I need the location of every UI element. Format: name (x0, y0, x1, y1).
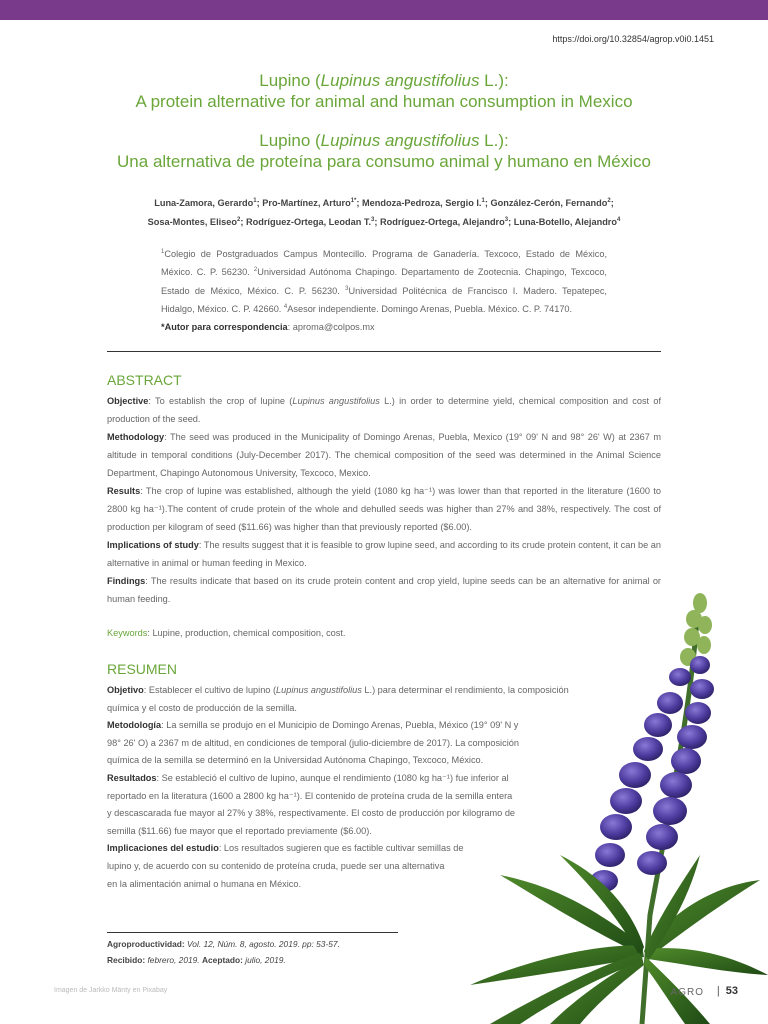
abstract-findings: Findings: The results indicate that based on its crude protein content and crop yield, lupine seeds can be an alternative for animal or human feeding. (107, 576, 661, 604)
correspondence: *Autor para correspondencia: aproma@colpos.mx (161, 322, 375, 332)
author: González-Cerón, Fernando (490, 198, 608, 209)
lupine-flower-illustration (430, 585, 768, 1024)
email-link[interactable]: aproma@colpos.mx (292, 322, 375, 332)
affiliations: $^1$Colegio de Postgraduados Campus Montecillo. Programa de Ganadería. Texcoco, Estado de México, México. C. P. 56230. $^2$Universidad Autónoma Chapingo. Departamento de Zootecnia. Chapingo, Texcoco, Estado de México, México. C. P. 56230. $^3$Universidad Politécnica de Francisco I. Madero. Tepatepec, Hidalgo, México. C. P. 42660. $^4$Asesor independiente. Domingo Arenas, Puebla. México. C. P. 74170. (161, 249, 607, 314)
author: Pro-Martínez, Arturo (262, 198, 351, 209)
resumen-heading: RESUMEN (107, 661, 178, 677)
doi-link[interactable]: https://doi.org/10.32854/agrop.v0i0.1451 (552, 34, 714, 44)
abstract-objective: Objective: To establish the crop of lupine (Lupinus angustifolius L.) in order to determine yield, chemical composition and cost of production of the seed. (107, 396, 662, 424)
title-spanish: Lupino (Lupinus angustifolius L.): Una alternativa de proteína para consumo animal y humano en México (117, 131, 651, 171)
author: Sosa-Montes, Eliseo (147, 217, 238, 228)
divider (107, 351, 661, 352)
author: Mendoza-Pedroza, Sergio I. (362, 198, 482, 209)
abstract-results: Results: The crop of lupine was established, although the yield (1080 kg ha⁻¹) was lower than that reported in the literature (1600 to 2800 kg ha⁻¹).The content of crude protein of the whole and dehulled seeds was higher than 27% and 38%, respectively. The cost of production per kilogram of seed ($11.66) was higher than that previously reported ($6.00). (107, 486, 661, 532)
author: Rodríguez-Ortega, Leodan T. (245, 217, 372, 228)
author: Luna-Zamora, Gerardo (154, 198, 254, 209)
footnote-divider (107, 932, 398, 933)
author-list: Luna-Zamora, Gerardo$^1$; Pro-Martínez, Arturo$^{1*}$; Mendoza-Pedroza, Sergio I.$^1$; González-Cerón, Fernando$^2$; Sosa-Montes, Eliseo$^2$; Rodríguez-Ortega, Leodan T.$^3$; Rodríguez-Ortega, Alejandro$^3$; Luna-Botello, Alejandro$^4$ (147, 198, 621, 228)
image-credit: Imagen de Jarkko Mänty en Pixabay (54, 987, 168, 994)
journal-citation: Agroproductividad: Vol. 12, Núm. 8, agosto. 2019. pp: 53-57. (107, 939, 340, 949)
author: Luna-Botello, Alejandro (513, 217, 617, 228)
abstract-body (107, 392, 661, 608)
received-accepted: Recibido: febrero, 2019. Aceptado: julio, 2019. (107, 955, 286, 965)
abstract-methodology: Methodology: The seed was produced in the Municipality of Domingo Arenas, Puebla, Mexico (19° 09' N and 98° 26' W) at 2367 m altitude in temporal conditions (July-December 2017). The chemical composition of the seed was determined in the Animal Science Department, Chapingo Autonomous University, Texcoco, Mexico. (107, 432, 661, 478)
resumen-body: Objetivo: Establecer el cultivo de lupino (Lupinus angustifolius L.) para determinar el rendimiento, la composición química y el costo de producción de la semilla. Metodología: La semilla se produjo en el Municipio de Domingo Arenas, Puebla, México (19° 09' N y 98° 26' O) a 2367 m de altitud, en condiciones de temporal (julio-diciembre de 2017). La composición química de la semilla se determinó en la Universidad Autónoma Chapingo, Texcoco, México. Resultados: Se estableció el cultivo de lupino, aunque el rendimiento (1080 kg ha⁻¹) fue inferior al reportado en la literatura (1600 a 2800 kg ha⁻¹). El contenido de proteína cruda de la semilla entera y descascarada fue mayor al 27% y 38%, respectivamente. El costo de producción por kilogramo de semilla ($11.66) fue mayor que el reportado previamente ($6.00). Implicaciones del estudio: Los resultados sugieren que es factible cultivar semillas de lupino y, de acuerdo con su contenido de proteína cruda, puede ser una alternativa en la alimentación animal o humana en México. (107, 685, 569, 889)
top-color-bar (0, 0, 768, 20)
journal-mark: AGRO (670, 987, 704, 998)
page-number: | 53 (716, 985, 738, 997)
keywords: Keywords: Lupine, production, chemical composition, cost. (107, 628, 346, 638)
author: Rodríguez-Ortega, Alejandro (380, 217, 505, 228)
abstract-implications: Implications of study: The results suggest that it is feasible to grow lupine seed, and according to its crude protein content, it can be an alternative in animal or human feeding in Mexico. (107, 540, 661, 568)
title-english: Lupino (Lupinus angustifolius L.): A protein alternative for animal and human consumption in Mexico (135, 71, 633, 111)
abstract-heading: ABSTRACT (107, 372, 182, 388)
